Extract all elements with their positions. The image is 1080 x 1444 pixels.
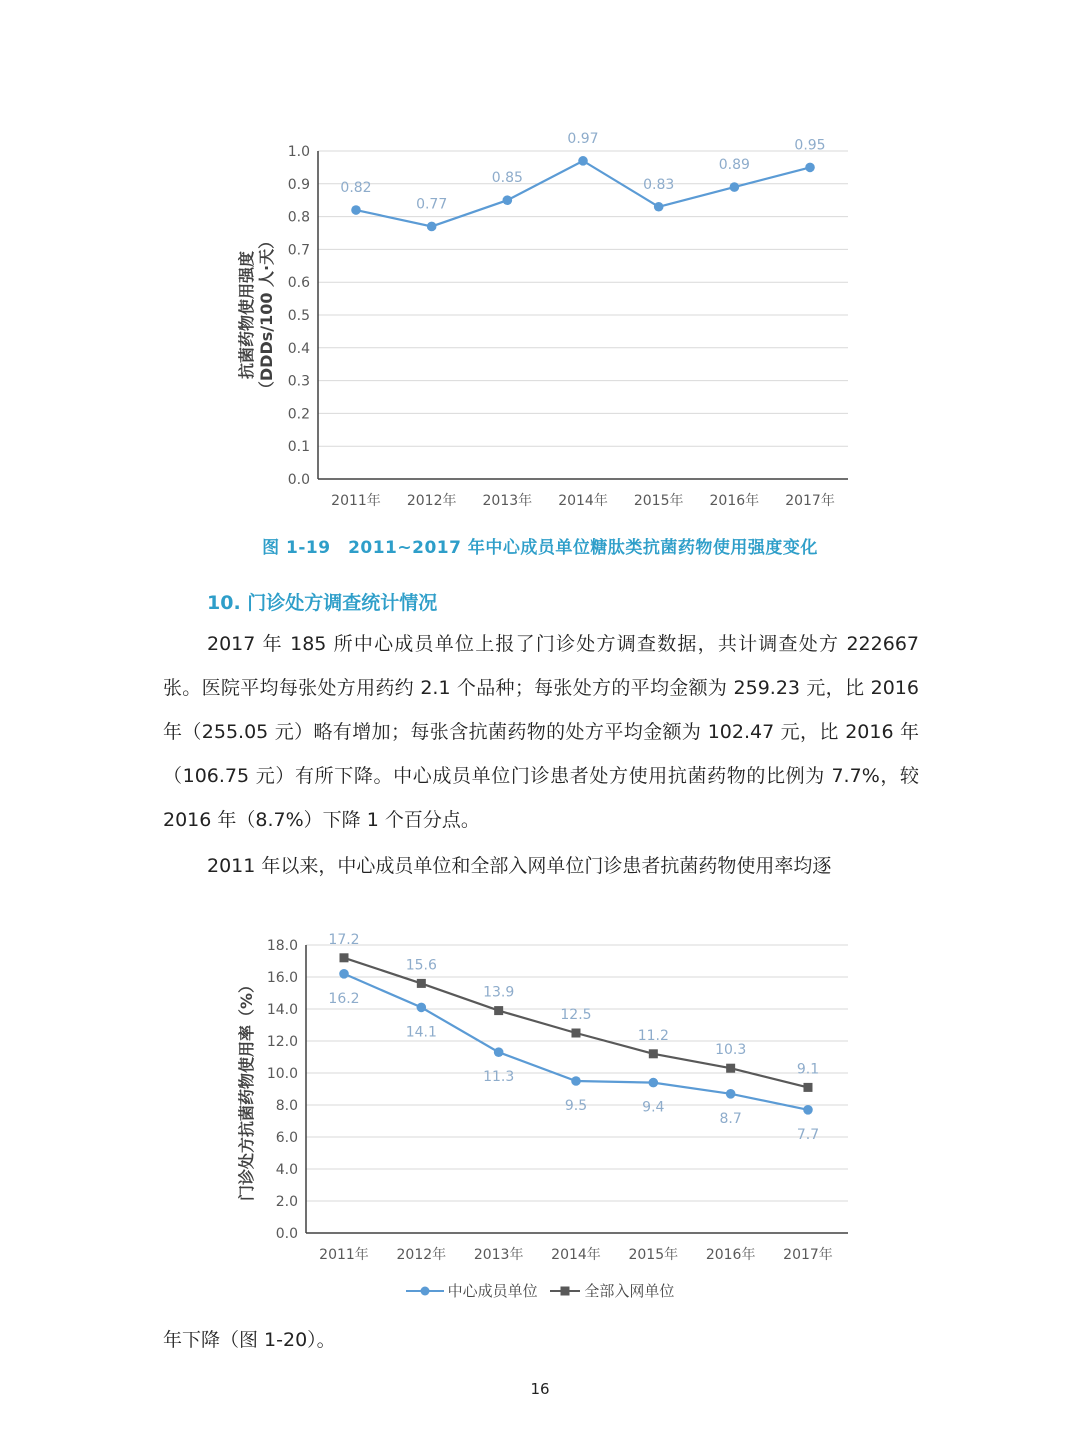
data-point xyxy=(803,1105,813,1115)
data-point xyxy=(427,222,437,232)
data-point xyxy=(726,1064,735,1073)
data-label: 0.82 xyxy=(340,180,372,197)
y-tick-label: 0.4 xyxy=(287,340,310,357)
y-tick-label: 0.2 xyxy=(287,406,310,423)
legend-item-center xyxy=(406,1280,538,1301)
data-label: 13.9 xyxy=(483,984,515,1001)
data-point xyxy=(494,1006,503,1015)
intensity-line-chart xyxy=(0,0,1080,525)
y-tick-label: 0.8 xyxy=(287,209,310,226)
y-axis-title xyxy=(237,233,276,397)
y-axis-title-text: 门诊处方抗菌药物使用率（%） xyxy=(237,976,256,1202)
x-tick-label: 2012年 xyxy=(396,1247,447,1263)
x-tick-label: 2014年 xyxy=(558,493,608,509)
legend-item-all xyxy=(550,1280,674,1301)
chart-legend xyxy=(0,1280,1080,1301)
section-heading: 10. 门诊处方调查统计情况 xyxy=(207,592,438,614)
data-point xyxy=(571,1029,580,1038)
paragraph-1-text: 2017 年 185 所中心成员单位上报了门诊处方调查数据，共计调查处方 222667 张。医院平均每张处方用药约 2.1 个品种；每张处方的平均金额为 259.23 元，比 2016 年（255.05 元）略有增加；每张含抗菌药物的处方平均金额为 102.47 元，比 2016 年（106.75 元）有所下降。中心成员单位门诊患者处方使用抗菌药物的比例为 7.7%，较 2016 年（8.7%）下降 1 个百分点。 xyxy=(163,633,919,831)
y-tick-label: 0.1 xyxy=(287,439,310,456)
legend-label-center: 中心成员单位 xyxy=(447,1282,538,1300)
y-tick-label: 10.0 xyxy=(266,1066,298,1082)
data-point xyxy=(805,163,815,173)
data-label: 14.1 xyxy=(405,1024,437,1041)
data-label: 12.5 xyxy=(560,1007,592,1023)
data-point xyxy=(351,205,361,215)
circle-marker-icon xyxy=(406,1285,444,1297)
data-label: 0.97 xyxy=(567,130,599,147)
y-tick-label: 0.0 xyxy=(275,1226,298,1242)
x-tick-label: 2013年 xyxy=(473,1247,524,1263)
data-label: 8.7 xyxy=(719,1110,742,1127)
y-tick-label: 6.0 xyxy=(275,1130,298,1146)
x-tick-label: 2011年 xyxy=(319,1247,369,1263)
x-tick-label: 2013年 xyxy=(482,493,533,509)
y-tick-label: 14.0 xyxy=(266,1002,298,1018)
x-tick-label: 2012年 xyxy=(406,493,457,509)
x-tick-label: 2015年 xyxy=(633,493,684,509)
data-label: 9.1 xyxy=(796,1061,820,1078)
data-point xyxy=(417,979,426,988)
paragraph-2 xyxy=(163,844,919,888)
x-tick-label: 2015年 xyxy=(628,1247,679,1263)
y-tick-label: 18.0 xyxy=(266,938,298,954)
data-label: 16.2 xyxy=(328,990,360,1007)
y-tick-label: 0.9 xyxy=(287,176,310,193)
square-marker-icon xyxy=(550,1285,580,1297)
outpatient-rate-line-chart xyxy=(0,900,1080,1270)
data-point xyxy=(578,156,588,166)
data-label: 0.95 xyxy=(794,137,826,154)
data-label: 0.83 xyxy=(643,176,675,193)
paragraph-2-text: 2011 年以来，中心成员单位和全部入网单位门诊患者抗菌药物使用率均逐 xyxy=(207,855,832,877)
y-tick-label: 2.0 xyxy=(275,1194,298,1210)
x-tick-label: 2014年 xyxy=(551,1247,601,1263)
data-point xyxy=(803,1083,812,1092)
x-tick-label: 2016年 xyxy=(709,493,760,509)
data-point xyxy=(730,182,740,192)
y-tick-label: 0.6 xyxy=(287,275,310,292)
paragraph-3 xyxy=(163,1318,919,1362)
data-point xyxy=(571,1076,581,1086)
data-point xyxy=(417,1003,427,1013)
y-tick-label: 0.3 xyxy=(287,373,310,390)
data-label: 9.5 xyxy=(564,1098,588,1114)
y-tick-label: 4.0 xyxy=(275,1162,298,1178)
data-label: 0.89 xyxy=(718,157,750,174)
y-tick-label: 12.0 xyxy=(266,1034,298,1050)
data-point xyxy=(503,195,513,205)
y-tick-label: 16.0 xyxy=(266,970,298,986)
data-label: 0.85 xyxy=(491,170,523,187)
data-point xyxy=(340,953,349,962)
paragraph-1 xyxy=(163,622,919,842)
y-tick-label: 0.7 xyxy=(287,242,310,259)
data-point xyxy=(649,1049,658,1058)
data-label: 9.4 xyxy=(642,1099,665,1116)
y-tick-label: 0.0 xyxy=(287,472,310,488)
data-point xyxy=(494,1047,504,1057)
x-tick-label: 2017年 xyxy=(785,493,835,509)
data-label: 0.77 xyxy=(416,196,448,213)
y-tick-label: 8.0 xyxy=(275,1098,298,1114)
data-point xyxy=(726,1089,736,1099)
x-tick-label: 2017年 xyxy=(783,1247,833,1263)
data-label: 11.2 xyxy=(637,1027,669,1044)
x-tick-label: 2016年 xyxy=(705,1247,756,1263)
legend-label-all: 全部入网单位 xyxy=(584,1282,675,1300)
paragraph-3-text: 年下降（图 1-20）。 xyxy=(163,1329,336,1351)
data-label: 17.2 xyxy=(328,931,360,948)
y-axis-title xyxy=(237,977,256,1201)
y-axis-title-line2: （DDDs/100 人·天） xyxy=(257,232,276,398)
figure-caption: 图 1-19 2011~2017 年中心成员单位糖肽类抗菌药物使用强度变化 xyxy=(262,538,818,558)
y-axis-title-line1: 抗菌药物使用强度 xyxy=(237,250,256,380)
data-label: 7.7 xyxy=(796,1126,820,1143)
data-label: 15.6 xyxy=(405,957,437,974)
x-tick-label: 2011年 xyxy=(331,493,381,509)
page-number: 16 xyxy=(530,1380,550,1398)
data-point xyxy=(339,969,349,979)
data-label: 11.3 xyxy=(483,1069,515,1086)
data-point xyxy=(649,1078,659,1088)
y-tick-label: 1.0 xyxy=(287,144,310,160)
data-label: 10.3 xyxy=(715,1042,747,1059)
y-tick-label: 0.5 xyxy=(287,308,310,324)
data-point xyxy=(654,202,664,212)
